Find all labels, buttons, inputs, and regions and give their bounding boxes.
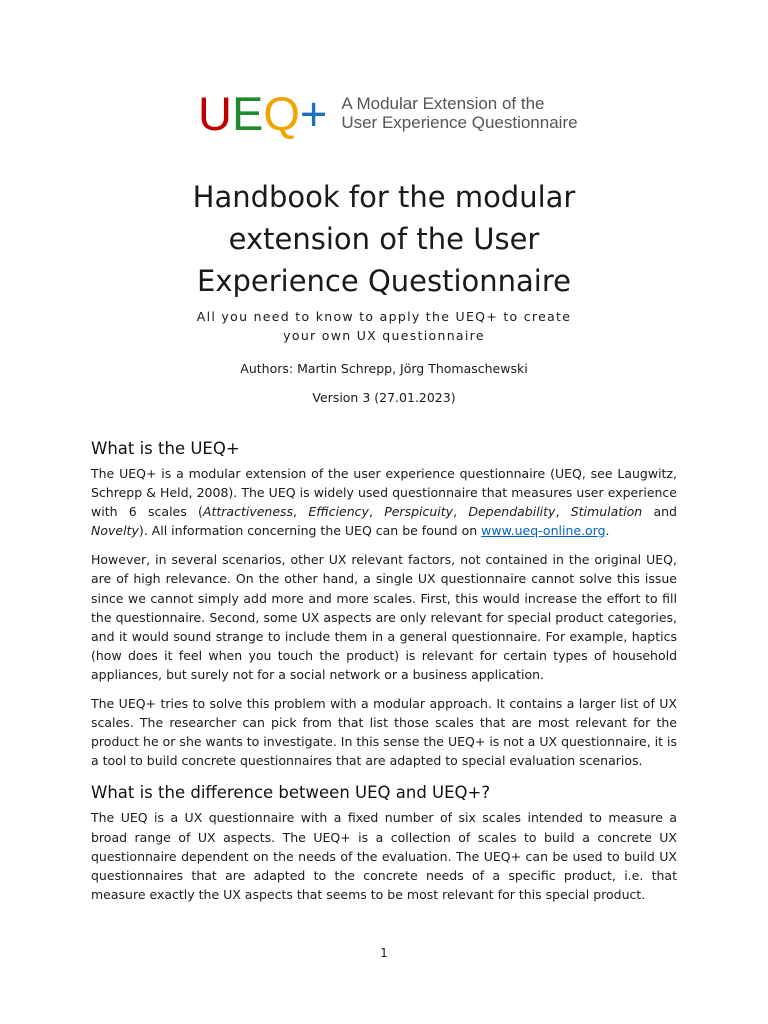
paragraph-difference: The UEQ is a UX questionnaire with a fixed number of six scales intended to measure a broad range of UX aspects. The UEQ+ is a collection of scales to build a concrete UX questionnaire dependent on the needs of the evaluation. The UEQ+ can be used to build UX questionnaires that are adapted to the concrete needs of a specific product, i.e. that measure exactly the UX aspects that seems to be most relevant for this special product. — [91, 810, 677, 902]
logo-tagline-line2: User Experience Questionnaire — [341, 113, 578, 132]
text-run: , — [368, 504, 385, 520]
document-title — [0, 176, 768, 302]
text-run: The UEQ+ is a modular extension of the user experience questionnaire (UEQ, see Laugwitz, Schrepp & Held, 2008). The UEQ is widely used questionnaire that measures user experience with 6 scales ( — [91, 466, 677, 520]
page-number: 1 — [380, 946, 388, 960]
text-run: and — [642, 504, 677, 520]
paragraph-modular-approach: The UEQ+ tries to solve this problem with a modular approach. It contains a larger list of UX scales. The researcher can pick from that list those scales that are most relevant for the product he or she wants to investigate. In this sense the UEQ+ is not a UX questionnaire, it is a tool to build concrete questionnaires that are adapted to special evaluation scenarios. — [91, 696, 677, 769]
ueq-online-link[interactable]: www.ueq-online.org — [481, 523, 606, 539]
text-run: , — [555, 504, 571, 520]
text-run: , — [293, 504, 309, 520]
authors: Authors: Martin Schrepp, Jörg Thomaschewski — [240, 361, 528, 376]
document-subtitle — [0, 307, 768, 345]
scale-dependability: Dependability — [468, 504, 556, 520]
logo-tagline — [341, 94, 577, 132]
logo-letter-q: Q — [263, 87, 300, 140]
section-heading-what-is-ueq-plus: What is the UEQ+ — [91, 439, 240, 458]
text-run: , — [453, 504, 469, 520]
logo-tagline-line1: A Modular Extension of the — [341, 94, 545, 113]
scale-stimulation: Stimulation — [570, 504, 643, 520]
section-heading-difference: What is the difference between UEQ and UEQ+? — [91, 783, 491, 803]
title-line2: extension of the User — [228, 222, 540, 256]
subtitle-line2: your own UX questionnaire — [283, 328, 485, 343]
logo-letter-e: E — [231, 87, 264, 140]
scale-efficiency: Efficiency — [308, 504, 369, 520]
scale-perspicuity: Perspicuity — [384, 504, 454, 520]
title-line3: Experience Questionnaire — [197, 264, 571, 298]
paragraph-intro — [91, 464, 677, 540]
text-run: ). All information concerning the UEQ can be found on — [138, 523, 482, 539]
scale-novelty: Novelty — [91, 523, 139, 539]
version: Version 3 (27.01.2023) — [312, 390, 456, 405]
subtitle-line1: All you need to know to apply the UEQ+ to create — [196, 309, 572, 324]
paragraph-relevance: However, in several scenarios, other UX relevant factors, not contained in the original UEQ, are of high relevance. On the other hand, a single UX questionnaire cannot solve this issue since we cannot simply add more and more scales. First, this would increase the effort to fill the questionnaire. Second, some UX aspects are only relevant for special product categories, and it would sound strange to include them in a general questionnaire. For example, haptics (how does it feel when you touch the product) is relevant for certain types of household appliances, but surely not for a social network or a business application. — [91, 552, 677, 682]
logo-wordmark — [198, 87, 328, 140]
logo-letter-u: U — [198, 87, 232, 140]
logo-letter-plus: + — [299, 87, 328, 140]
scale-attractiveness: Attractiveness — [202, 504, 294, 520]
document-body — [91, 438, 677, 914]
title-line1: Handbook for the modular — [192, 180, 576, 214]
ueq-plus-logo — [198, 87, 578, 140]
text-run: . — [605, 523, 610, 539]
